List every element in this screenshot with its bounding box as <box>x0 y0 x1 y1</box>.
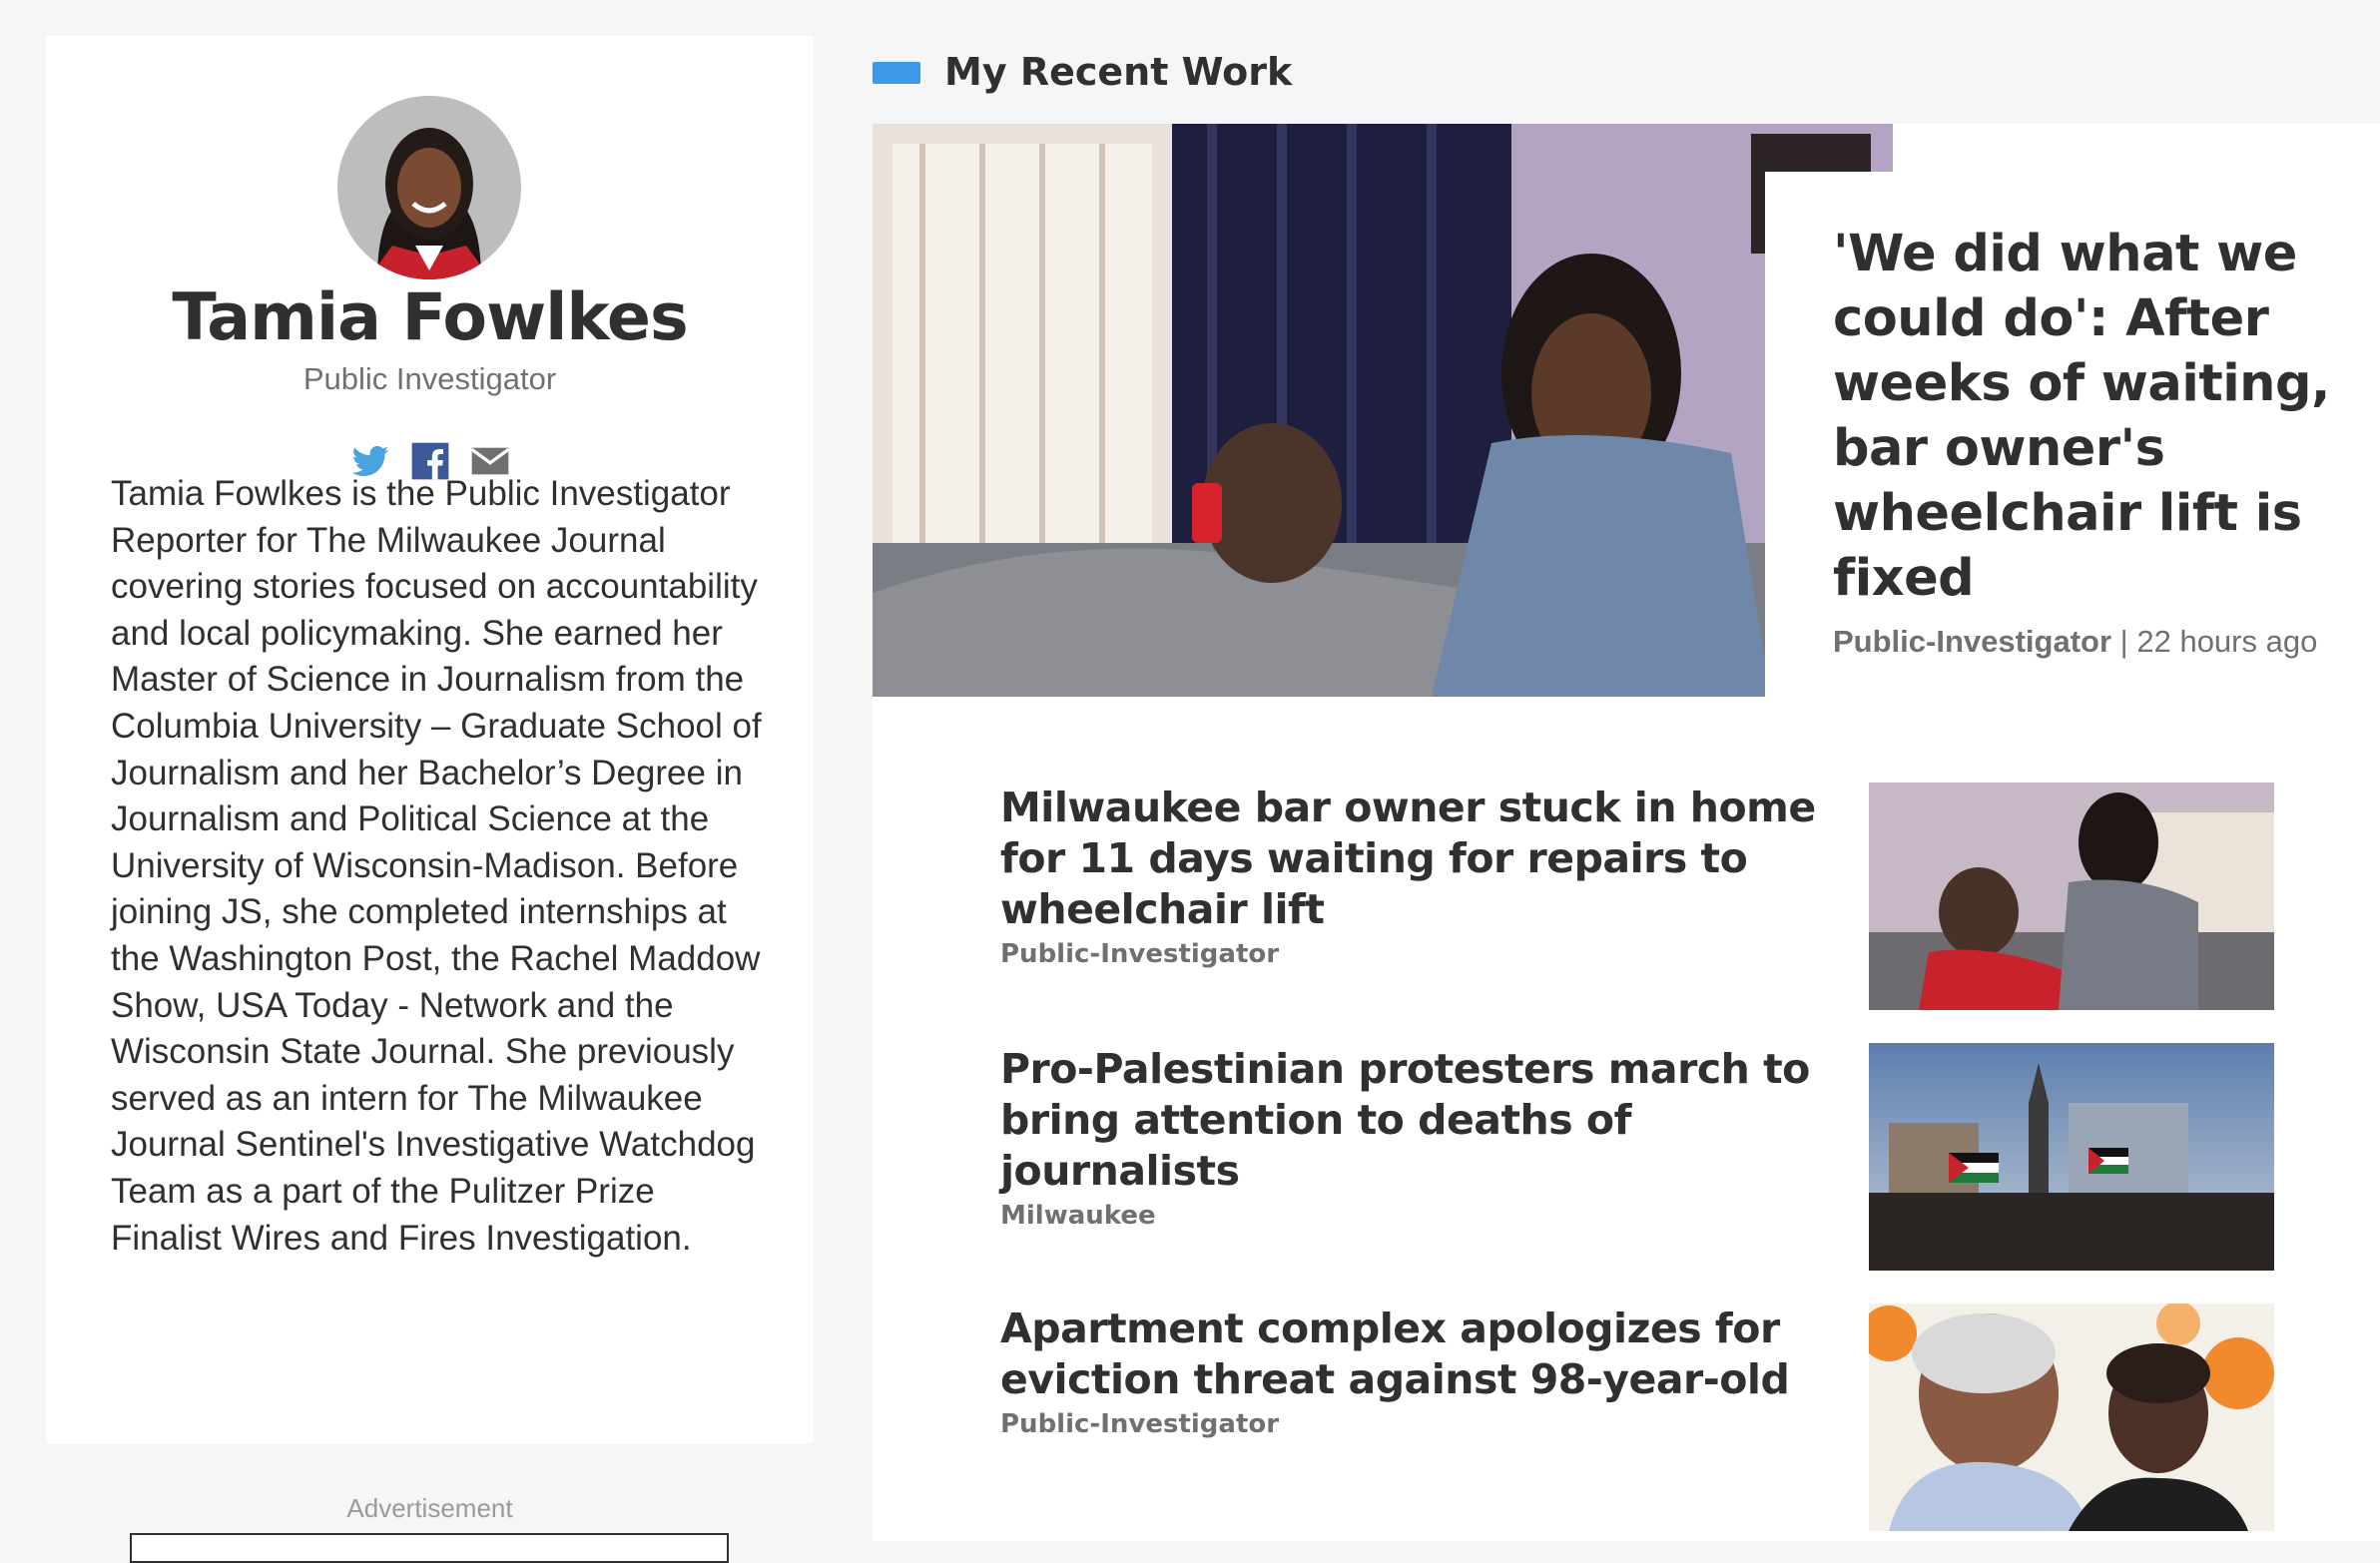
story-thumbnail[interactable] <box>1869 1043 2274 1271</box>
author-role: Public Investigator <box>302 361 557 396</box>
hero-story-title[interactable]: 'We did what we could do': After weeks of waiting, bar owner's wheelchair lift is fixed <box>1833 225 2330 608</box>
story-title[interactable]: Milwaukee bar owner stuck in home for 11 days waiting for repairs to wheelchair lift <box>1000 783 1816 933</box>
advertisement-slot[interactable] <box>130 1533 729 1563</box>
story-item[interactable] <box>1000 1303 1849 1439</box>
hero-story-time: 22 hours ago <box>2136 624 2318 659</box>
story-item[interactable] <box>1000 1044 1849 1231</box>
hero-story-tag[interactable]: Public-Investigator <box>1833 624 2112 659</box>
author-card <box>46 36 814 1443</box>
section-marker <box>873 62 920 84</box>
author-bio: Tamia Fowlkes is the Public Investigator Reporter for The Milwaukee Journal covering stories focused on accountability and local policymaking. She earned her Master of Science in Journalism from the Columbia University – Graduate School of Journalism and her Bachelor’s Degree in Journalism and Political Science at the University of Wisconsin-Madison. Before joining JS, she completed internships at the Washington Post, the Rachel Maddow Show, USA Today - Network and the Wisconsin State Journal. She previously served as an intern for The Milwaukee Journal Sentinel's Investigative Watchdog Team as a part of the Pulitzer Prize Finalist Wires and Fires Investigation. <box>111 474 762 1258</box>
story-item[interactable] <box>1000 782 1849 969</box>
meta-separator: | <box>2119 624 2128 659</box>
story-title[interactable]: Apartment complex apologizes for eviction threat against 98-year-old <box>1000 1304 1790 1403</box>
author-name: Tamia Fowlkes <box>172 280 688 355</box>
hero-story-meta <box>1833 621 2322 663</box>
hero-story-image[interactable] <box>873 124 1893 697</box>
story-tag[interactable]: Milwaukee <box>1000 1201 1156 1231</box>
story-thumbnail[interactable] <box>1869 1303 2274 1531</box>
advertisement-label: Advertisement <box>346 1493 513 1523</box>
story-tag[interactable]: Public-Investigator <box>1000 1409 1280 1439</box>
avatar <box>337 96 521 279</box>
story-title[interactable]: Pro-Palestinian protesters march to bring attention to deaths of journalists <box>1000 1045 1810 1195</box>
story-thumbnail[interactable] <box>1869 782 2274 1010</box>
section-title: My Recent Work <box>944 50 1293 94</box>
story-tag[interactable]: Public-Investigator <box>1000 939 1280 969</box>
